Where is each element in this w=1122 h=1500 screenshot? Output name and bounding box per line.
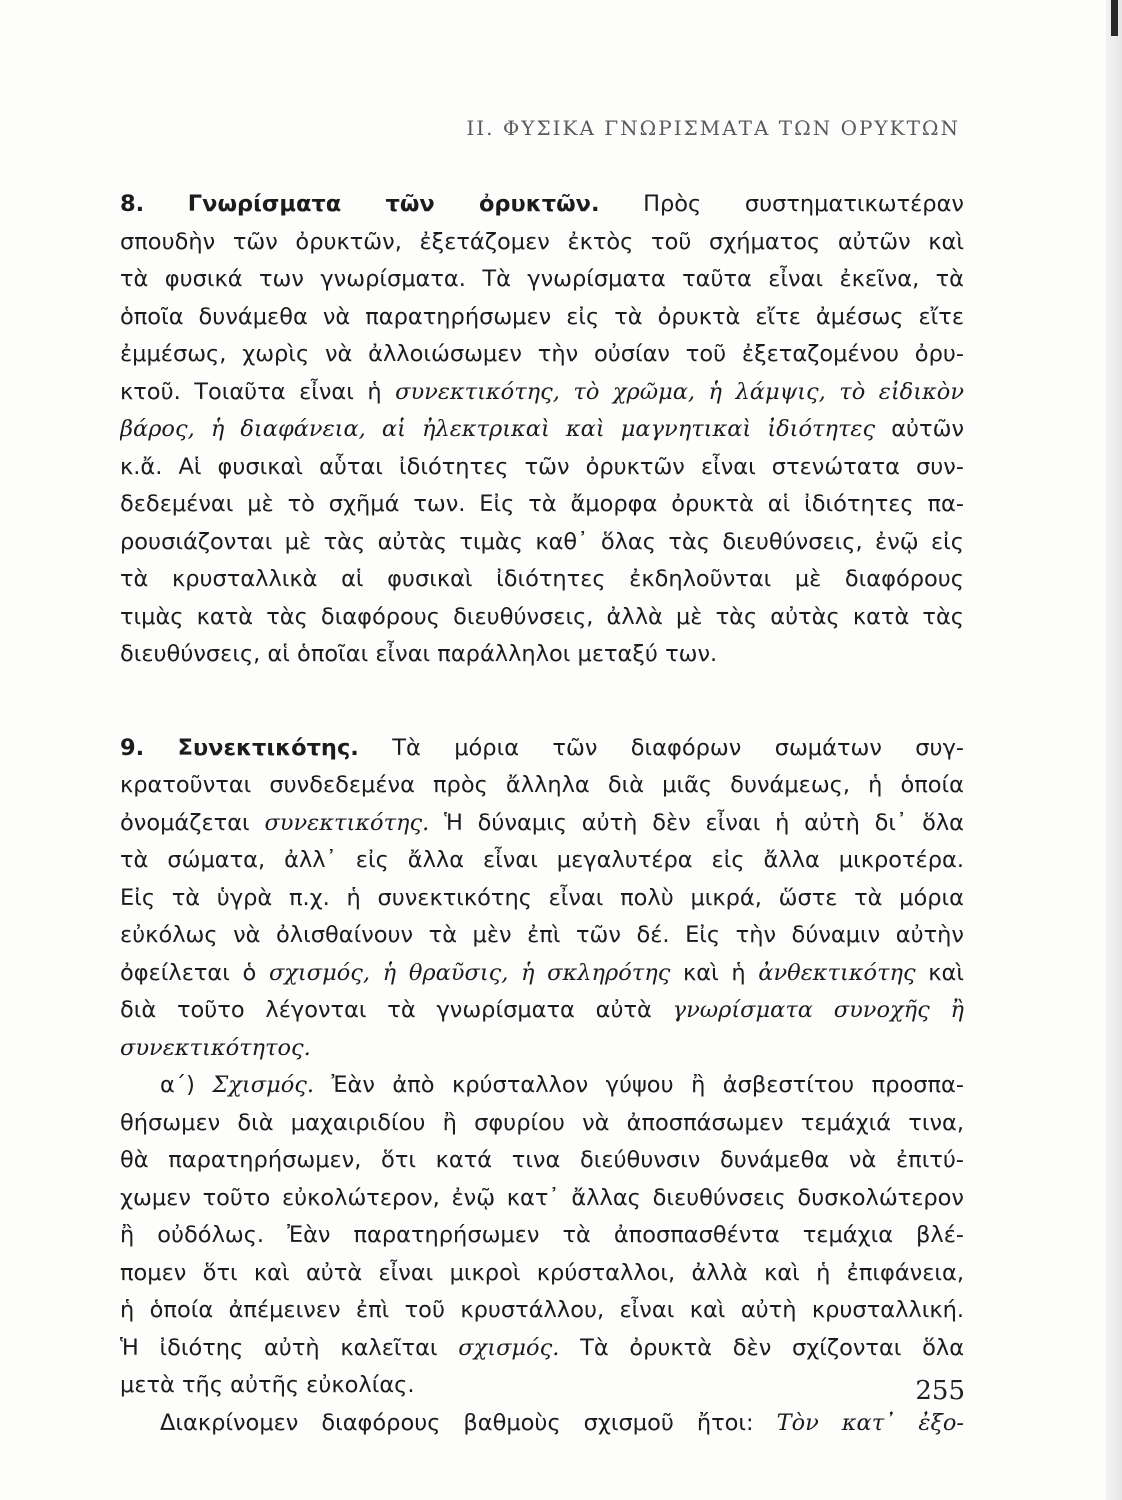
subsection-a-title: Σχισμός. bbox=[212, 1072, 315, 1098]
section-8-line-3: τὰ φυσικά των γνωρίσματα. Τὰ γνωρίσματα ταῦτα εἶναι ἐκεῖνα, τὰ bbox=[120, 266, 964, 292]
section-8-line-4: ὁποῖα δυνάμεθα νὰ παρατηρήσωμεν εἰς τὰ ὀρυκτὰ εἴτε ἀμέσως εἴτε bbox=[120, 303, 964, 330]
section-8-line-6: κτοῦ. Τοιαῦτα εἶναι ἡ συνεκτικότης, τὸ χρῶμα, ἡ λάμψις, τὸ εἰδικὸν bbox=[120, 378, 964, 405]
subsection-a-marker: α´) bbox=[160, 1072, 195, 1098]
section-8-line-1: 8. Γνωρίσματα τῶν ὀρυκτῶν. Πρὸς συστηματικωτέραν bbox=[120, 191, 964, 217]
section-8-line-13: διευθύνσεις, αἱ ὁποῖαι εἶναι παράλληλοι μεταξύ των. bbox=[120, 641, 718, 667]
subsection-a-line-3: θὰ παρατηρήσωμεν, ὅτι κατά τινα διεύθυνσιν δυνάμεθα νὰ ἐπιτύ- bbox=[120, 1147, 964, 1173]
section-gap bbox=[120, 674, 964, 730]
section-8-heading: Γνωρίσματα τῶν ὀρυκτῶν. bbox=[187, 191, 600, 217]
section-8-line-2: σπουδὴν τῶν ὀρυκτῶν, ἐξετάζομεν ἐκτὸς τοῦ σχήματος αὐτῶν καὶ bbox=[120, 228, 964, 255]
section-9-line-8: διὰ τοῦτο λέγονται τὰ γνωρίσματα αὐτὰ γνωρίσματα συνοχῆς ἢ bbox=[120, 997, 964, 1023]
section-9-line-4: τὰ σώματα, ἀλλ᾽ εἰς ἄλλα εἶναι μεγαλυτέρα εἰς ἄλλα μικροτέρα. bbox=[120, 847, 964, 873]
running-head: II. ΦΥΣΙΚΑ ΓΝΩΡΙΣΜΑΤΑ ΤΩΝ ΟΡΥΚΤΩΝ bbox=[466, 116, 960, 140]
page-number: 255 bbox=[915, 1376, 965, 1406]
subsection-a-line-7: ἡ ὁποία ἀπέμεινεν ἐπὶ τοῦ κρυστάλλου, εἶναι καὶ αὐτὴ κρυσταλλική. bbox=[120, 1297, 964, 1323]
section-8-line-5: ἐμμέσως, χωρὶς νὰ ἀλλοιώσωμεν τὴν οὐσίαν τοῦ ἐξεταζομένου ὀρυ- bbox=[120, 341, 964, 367]
binding-mark bbox=[1111, 0, 1118, 36]
section-8-line-12: τιμὰς κατὰ τὰς διαφόρους διευθύνσεις, ἀλλὰ μὲ τὰς αὐτὰς κατὰ τὰς bbox=[120, 603, 964, 630]
subsection-a-line-5: ἢ οὐδόλως. Ἐὰν παρατηρήσωμεν τὰ ἀποσπασθέντα τεμάχια βλέ- bbox=[120, 1222, 964, 1248]
section-8-line-11: τὰ κρυσταλλικὰ αἱ φυσικαὶ ἰδιότητες ἐκδηλοῦνται μὲ διαφόρους bbox=[120, 566, 964, 592]
section-9-line-6: εὐκόλως νὰ ὀλισθαίνουν τὰ μὲν ἐπὶ τῶν δέ. Εἰς τὴν δύναμιν αὐτὴν bbox=[120, 922, 964, 948]
subsection-a-line-1: α´) Σχισμός. Ἐὰν ἀπὸ κρύσταλλον γύψου ἢ ἀσβεστίτου προσπα- bbox=[160, 1072, 964, 1098]
section-8-line-7: βάρος, ἡ διαφάνεια, αἱ ἠλεκτρικαὶ καὶ μαγνητικαὶ ἰδιότητες αὐτῶν bbox=[120, 416, 964, 442]
section-9-line-5: Εἰς τὰ ὑγρὰ π.χ. ἡ συνεκτικότης εἶναι πολὺ μικρά, ὥστε τὰ μόρια bbox=[120, 884, 964, 911]
section-9-heading: Συνεκτικότης. bbox=[177, 734, 359, 761]
section-8-line-9: δεδεμέναι μὲ τὸ σχῆμά των. Εἰς τὰ ἄμορφα ὀρυκτὰ αἱ ἰδιότητες πα- bbox=[120, 491, 964, 517]
section-9-line-3: ὀνομάζεται συνεκτικότης. Ἡ δύναμις αὐτὴ δὲν εἶναι ἡ αὐτὴ δι᾽ ὅλα bbox=[120, 809, 964, 836]
section-9-line-2: κρατοῦνται συνδεδεμένα πρὸς ἄλληλα διὰ μιᾶς δυνάμεως, ἡ ὁποία bbox=[120, 772, 964, 798]
subsection-a-line-4: χωμεν τοῦτο εὐκολώτερον, ἐνῷ κατ᾽ ἄλλας διευθύνσεις δυσκολώτερον bbox=[120, 1184, 964, 1211]
subsection-a-line-9: μετὰ τῆς αὐτῆς εὐκολίας. bbox=[120, 1372, 415, 1398]
body-text bbox=[120, 186, 964, 1442]
section-9-line-1: 9. Συνεκτικότης. Τὰ μόρια τῶν διαφόρων σωμάτων συγ- bbox=[120, 734, 964, 761]
final-line: Διακρίνομεν διαφόρους βαθμοὺς σχισμοῦ ἤτοι: Τὸν κατ᾽ ἐξο- bbox=[160, 1409, 964, 1436]
section-9-number: 9. bbox=[120, 734, 145, 761]
subsection-a-line-2: θήσωμεν διὰ μαχαιριδίου ἢ σφυρίου νὰ ἀποσπάσωμεν τεμάχιά τινα, bbox=[120, 1109, 964, 1136]
subsection-a-line-8: Ἡ ἰδιότης αὐτὴ καλεῖται σχισμός. Τὰ ὀρυκτὰ δὲν σχίζονται ὅλα bbox=[120, 1334, 964, 1361]
section-9-line-9: συνεκτικότητος. bbox=[120, 1034, 311, 1061]
page-binding-edge bbox=[1106, 0, 1122, 1500]
section-9-line-7: ὀφείλεται ὁ σχισμός, ἡ θραῦσις, ἡ σκληρότης καὶ ἡ ἀνθεκτικότης καὶ bbox=[120, 959, 964, 986]
section-8-number: 8. bbox=[120, 191, 145, 217]
section-8-line-10: ρουσιάζονται μὲ τὰς αὐτὰς τιμὰς καθ᾽ ὅλας τὰς διευθύνσεις, ἐνῷ εἰς bbox=[120, 528, 964, 555]
section-8-line-8: κ.ἄ. Αἱ φυσικαὶ αὗται ἰδιότητες τῶν ὀρυκτῶν εἶναι στενώτατα συν- bbox=[120, 453, 964, 480]
subsection-a-line-6: πομεν ὅτι καὶ αὐτὰ εἶναι μικροὶ κρύσταλλοι, ἀλλὰ καὶ ἡ ἐπιφάνεια, bbox=[120, 1259, 964, 1286]
